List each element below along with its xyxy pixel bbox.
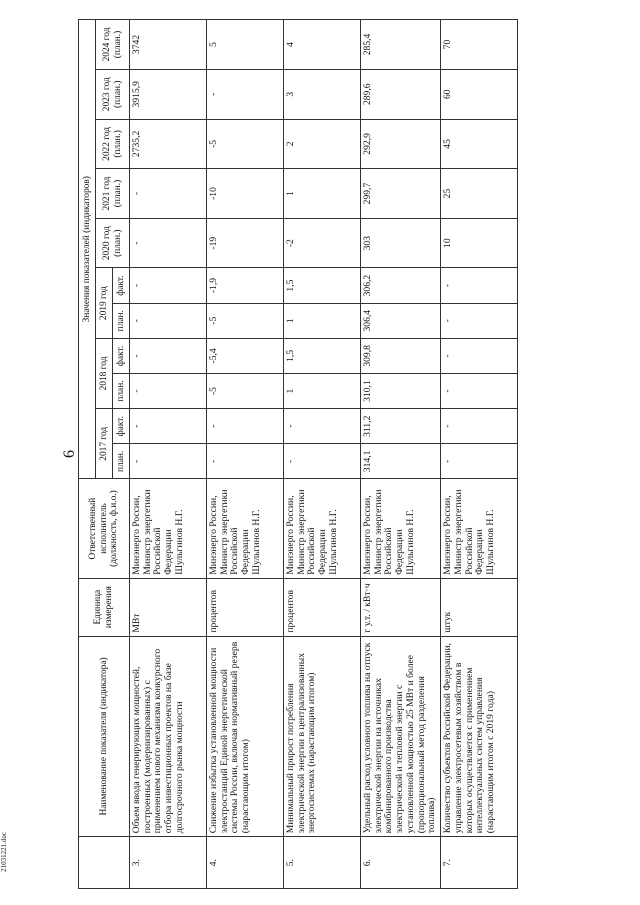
header-2018-fact: факт. <box>113 338 130 373</box>
responsible-cell: Минэнерго России, Министр энергетики Российской Федерации Шульгинов Н.Г. <box>207 479 284 578</box>
value-cell: - <box>207 444 284 479</box>
row-number: 7. <box>441 837 518 889</box>
header-2020: 2020 год (план.) <box>96 218 130 268</box>
responsible-cell: Минэнерго России, Министр энергетики Российской Федерации Шульгинов Н.Г. <box>361 479 441 578</box>
value-cell: 45 <box>441 119 518 169</box>
value-cell: - <box>441 338 518 373</box>
value-cell: - <box>130 409 207 444</box>
header-2019-plan: план. <box>113 303 130 338</box>
value-cell: 306,2 <box>361 268 441 303</box>
row-number: 3. <box>130 837 207 889</box>
value-cell: -5,4 <box>207 338 284 373</box>
value-cell: - <box>130 338 207 373</box>
value-cell: - <box>130 169 207 219</box>
header-2024: 2024 год (план.) <box>96 20 130 70</box>
table-row <box>441 20 518 889</box>
header-unit: Единица измерения <box>79 578 130 636</box>
value-cell: 3 <box>284 69 361 119</box>
unit-cell: процентов <box>284 578 361 636</box>
indicator-name: Объем ввода генерирующих мощностей, построенных (модернизированных) с применением нового механизма конкурсного отбора инвестиционных проектов на базе долгосрочного рынка мощности <box>130 636 207 837</box>
document-filename: 21031221.doc <box>0 832 8 872</box>
header-values-group: Значения показателей (индикаторов) <box>79 20 96 479</box>
value-cell: 3742 <box>130 20 207 70</box>
header-2017-plan: план. <box>113 444 130 479</box>
indicator-table-wrapper <box>78 19 606 889</box>
header-2019-fact: факт. <box>113 268 130 303</box>
value-cell: -2 <box>284 218 361 268</box>
value-cell: 314,1 <box>361 444 441 479</box>
value-cell: 299,7 <box>361 169 441 219</box>
header-num <box>79 837 130 889</box>
value-cell: - <box>130 303 207 338</box>
value-cell: -5 <box>207 119 284 169</box>
value-cell: 306,4 <box>361 303 441 338</box>
indicator-name: Снижение избытка установленной мощности электростанций Единой энергетической системы России, включая нормативный резерв (нарастающим итогом) <box>207 636 284 837</box>
unit-cell: МВт <box>130 578 207 636</box>
header-2018: 2018 год <box>96 338 113 408</box>
header-2017: 2017 год <box>96 409 113 479</box>
table-row <box>207 20 284 889</box>
value-cell: - <box>441 268 518 303</box>
indicator-name: Количество субъектов Российской Федерации, управление электросетевым хозяйством в которых осуществляется с применением интеллектуальных систем управления (нарастающим итогом с 2019 года) <box>441 636 518 837</box>
value-cell: - <box>441 444 518 479</box>
value-cell: 1,5 <box>284 338 361 373</box>
value-cell: -5 <box>207 373 284 408</box>
value-cell: -10 <box>207 169 284 219</box>
indicator-name: Минимальный прирост потребления электрической энергии в централизованных энергосистемах (нарастающим итогом) <box>284 636 361 837</box>
responsible-cell: Минэнерго России, Министр энергетики Российской Федерации Шульгинов Н.Г. <box>130 479 207 578</box>
value-cell: 1,5 <box>284 268 361 303</box>
value-cell: 70 <box>441 20 518 70</box>
header-2018-plan: план. <box>113 373 130 408</box>
value-cell: - <box>130 373 207 408</box>
value-cell: 285,4 <box>361 20 441 70</box>
value-cell: 310,1 <box>361 373 441 408</box>
value-cell: 1 <box>284 373 361 408</box>
value-cell: 303 <box>361 218 441 268</box>
table-row <box>361 20 441 889</box>
row-number: 5. <box>284 837 361 889</box>
value-cell: 2735,2 <box>130 119 207 169</box>
value-cell: - <box>441 303 518 338</box>
value-cell: - <box>441 409 518 444</box>
responsible-cell: Минэнерго России, Министр энергетики Российской Федерации Шульгинов Н.Г. <box>441 479 518 578</box>
unit-cell: процентов <box>207 578 284 636</box>
header-2021: 2021 год (план.) <box>96 169 130 219</box>
unit-cell: г у.т. / кВт·ч <box>361 578 441 636</box>
value-cell: - <box>207 409 284 444</box>
table-row <box>284 20 361 889</box>
value-cell: -5 <box>207 303 284 338</box>
indicator-name: Удельный расход условного топлива на отпуск электрической энергии на источниках комбинированного производства электрической и тепловой энергии с установленной мощностью 25 МВт и более (пропорциональный метод разделения топлива) <box>361 636 441 837</box>
value-cell: -19 <box>207 218 284 268</box>
row-number: 4. <box>207 837 284 889</box>
value-cell: 4 <box>284 20 361 70</box>
value-cell: - <box>130 444 207 479</box>
value-cell: 311,2 <box>361 409 441 444</box>
value-cell: 1 <box>284 303 361 338</box>
rotated-table-frame <box>78 19 606 889</box>
value-cell: 25 <box>441 169 518 219</box>
value-cell: 60 <box>441 69 518 119</box>
value-cell: - <box>284 409 361 444</box>
value-cell: 10 <box>441 218 518 268</box>
page-number: 6 <box>61 450 78 458</box>
header-name: Наименование показателя (индикатора) <box>79 636 130 837</box>
value-cell: -1,9 <box>207 268 284 303</box>
value-cell: 309,8 <box>361 338 441 373</box>
value-cell: - <box>130 218 207 268</box>
value-cell: 1 <box>284 169 361 219</box>
header-2022: 2022 год (план.) <box>96 119 130 169</box>
value-cell: - <box>284 444 361 479</box>
row-number: 6. <box>361 837 441 889</box>
unit-cell: штук <box>441 578 518 636</box>
header-2019: 2019 год <box>96 268 113 338</box>
value-cell: 292,9 <box>361 119 441 169</box>
header-2023: 2023 год (план.) <box>96 69 130 119</box>
value-cell: - <box>207 69 284 119</box>
value-cell: - <box>441 373 518 408</box>
value-cell: - <box>130 268 207 303</box>
table-row <box>130 20 207 889</box>
value-cell: 5 <box>207 20 284 70</box>
value-cell: 289,6 <box>361 69 441 119</box>
value-cell: 3915,9 <box>130 69 207 119</box>
responsible-cell: Минэнерго России, Министр энергетики Российской Федерации Шульгинов Н.Г. <box>284 479 361 578</box>
header-2017-fact: факт. <box>113 409 130 444</box>
header-responsible: Ответственный исполнитель (должность, ф.и.о.) <box>79 479 130 578</box>
value-cell: 2 <box>284 119 361 169</box>
indicator-table <box>78 19 518 889</box>
